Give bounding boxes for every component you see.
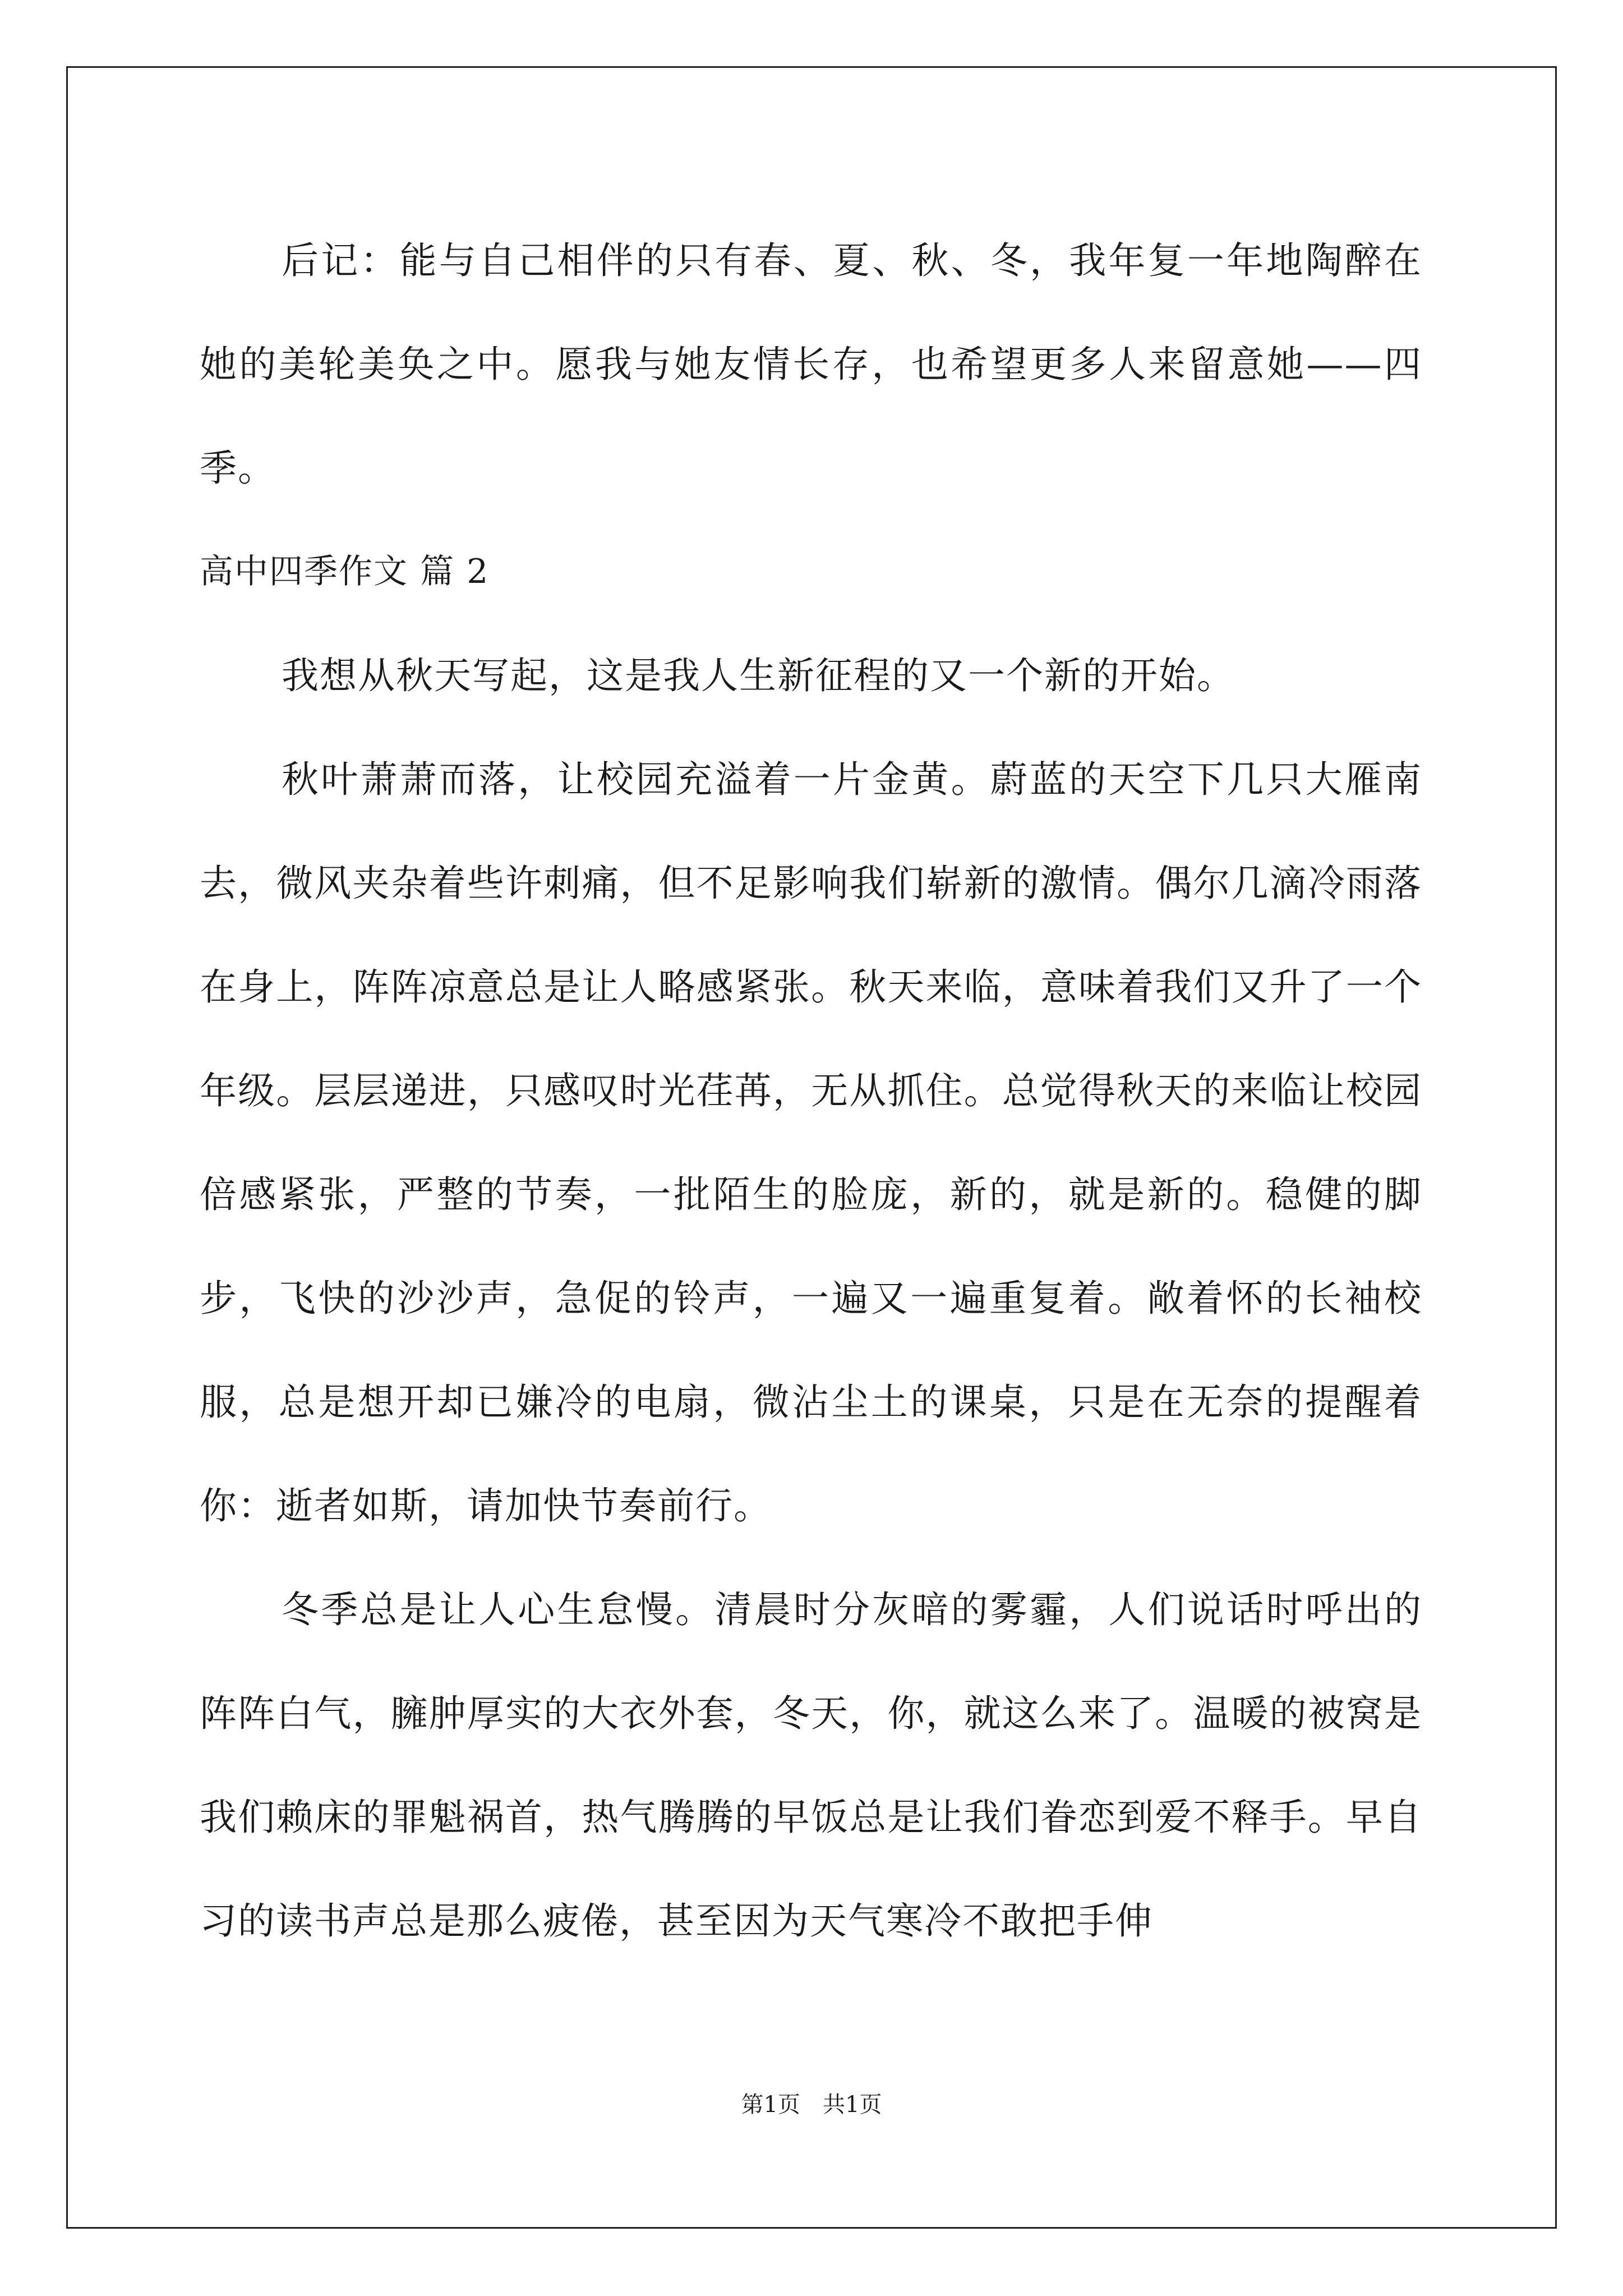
paragraph-afterword: 后记：能与自己相伴的只有春、夏、秋、冬，我年复一年地陶醉在她的美轮美奂之中。愿我与她友情长存，也希望更多人来留意她——四季。 bbox=[200, 239, 1422, 490]
page-number-total: 共1页 bbox=[823, 2092, 882, 2118]
paragraph-autumn: 秋叶萧萧而落，让校园充溢着一片金黄。蔚蓝的天空下几只大雁南去，微风夹杂着些许刺痛，但不足影响我们崭新的激情。偶尔几滴冷雨落在身上，阵阵凉意总是让人略感紧张。秋天来临，意味着我们又升了一个年级。层层递进，只感叹时光荏苒，无从抓住。总觉得秋天的来临让校园倍感紧张，严整的节奏，一批陌生的脸庞，新的，就是新的。稳健的脚步，飞快的沙沙声，急促的铃声，一遍又一遍重复着。敞着怀的长袖校服，总是想开却已嫌冷的电扇，微沾尘土的课桌，只是在无奈的提醒着你：逝者如斯，请加快节奏前行。 bbox=[200, 758, 1422, 1527]
page-footer bbox=[0, 2088, 1623, 2122]
paragraph-intro: 我想从秋天写起，这是我人生新征程的又一个新的开始。 bbox=[282, 654, 1235, 697]
page-number-current: 第1页 bbox=[741, 2092, 800, 2118]
paragraph-winter: 冬季总是让人心生怠慢。清晨时分灰暗的雾霾，人们说话时呼出的阵阵白气，臃肿厚实的大衣外套，冬天，你，就这么来了。温暖的被窝是我们赖床的罪魁祸首，热气腾腾的早饭总是让我们眷恋到爱不释手。早自习的读书声总是那么疲倦，甚至因为天气寒冷不敢把手伸 bbox=[200, 1588, 1422, 1943]
document-body bbox=[200, 209, 1422, 1973]
section-heading: 高中四季作文 篇 2 bbox=[200, 552, 490, 591]
